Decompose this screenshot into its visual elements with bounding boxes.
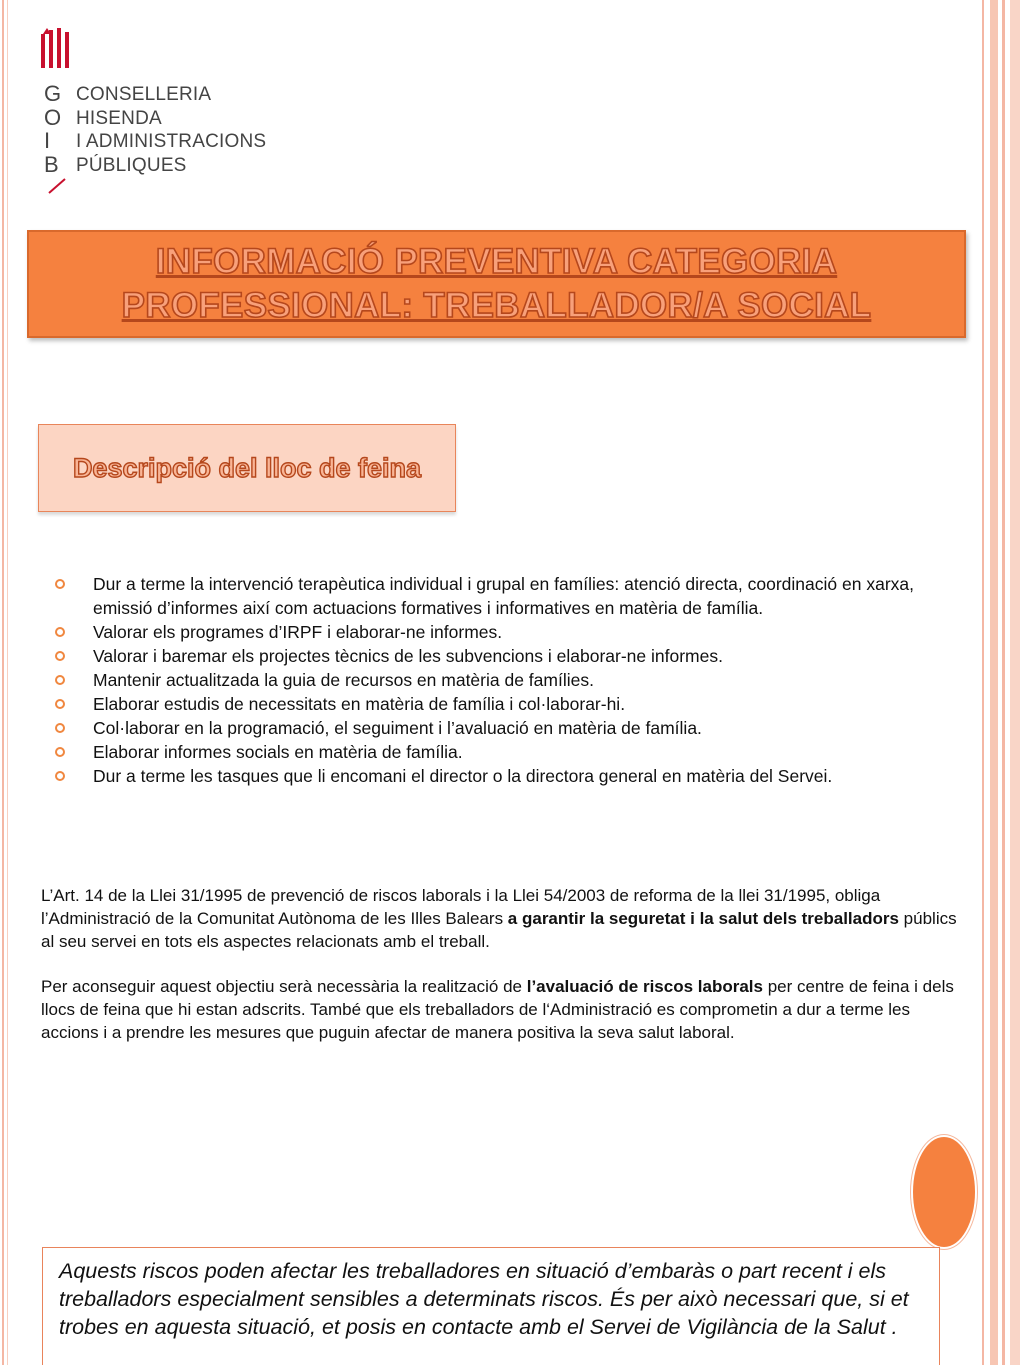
right-frame-decoration <box>978 0 1024 1365</box>
list-item: Valorar els programes d’IRPF i elaborar-ne informes. <box>50 620 930 644</box>
list-item: Elaborar estudis de necessitats en matèria de família i col·laborar-hi. <box>50 692 930 716</box>
list-item: Dur a terme la intervenció terapèutica individual i grupal en famílies: atenció directa, coordinació en xarxa, emissió d’informes així com actuacions formatives i informatives en matèria de família. <box>50 572 930 620</box>
objective-paragraph: Per aconseguir aquest objectiu serà necessària la realització de l’avaluació de riscos laborals per centre de feina i dels llocs de feina que hi estan adscrits. També que els treballadors de l‘Administració es comprometin a dur a terme les accions i a prendre les mesures que puguin afectar de manera positiva la seva salut laboral. <box>41 977 954 1042</box>
section-heading-box <box>38 424 456 512</box>
legal-emphasis: a garantir la seguretat i la salut dels treballadors <box>507 909 899 928</box>
note-box <box>42 1247 940 1365</box>
bullet-circle-icon <box>55 747 65 757</box>
bullet-circle-icon <box>55 627 65 637</box>
logo-letter: O <box>44 104 62 130</box>
logo-letter: I <box>44 128 51 153</box>
list-item: Mantenir actualitzada la guia de recursos en matèria de famílies. <box>50 668 930 692</box>
balearic-flag-icon <box>41 28 69 68</box>
decorative-oval <box>913 1137 975 1247</box>
note-text: Aquests riscos poden afectar les treballadores en situació d’embaràs o part recent i els treballadors especialment sensibles a determinats riscos. És per això necessari que, si et trobes en aquesta situació, et posis en contacte amb el Servei de Vigilància de la Salut . <box>59 1259 909 1339</box>
logo-letter: B <box>44 151 59 177</box>
logo-line: I ADMINISTRACIONS <box>76 131 267 152</box>
list-item: Dur a terme les tasques que li encomani el director o la directora general en matèria del Servei. <box>50 764 930 788</box>
bullet-circle-icon <box>55 699 65 709</box>
page-title <box>122 240 872 328</box>
list-item: Valorar i baremar els projectes tècnics de les subvencions i elaborar-ne informes. <box>50 644 930 668</box>
goib-logo <box>38 24 278 204</box>
left-frame-decoration <box>0 0 10 1365</box>
bullet-circle-icon <box>55 675 65 685</box>
logo-line: CONSELLERIA <box>76 84 212 105</box>
logo-line: PÚBLIQUES <box>76 154 187 176</box>
bullet-circle-icon <box>55 651 65 661</box>
bullet-circle-icon <box>55 771 65 781</box>
logo-department-name <box>76 83 266 177</box>
logo-letter: G <box>44 81 62 106</box>
objective-emphasis: l’avaluació de riscos laborals <box>526 977 763 996</box>
legal-paragraph: L’Art. 14 de la Llei 31/1995 de prevenció de riscos laborals i la Llei 54/2003 de reforma de la llei 31/1995, obliga l’Administració de la Comunitat Autònoma de les Illes Balears a garantir la seguretat i la salut dels treballadors públics al seu servei en tots els aspectes relacionats amb el treball. <box>41 886 957 951</box>
logo-line: HISENDA <box>76 107 162 129</box>
title-line-2: PROFESSIONAL: TREBALLADOR/A SOCIAL <box>121 286 872 325</box>
logo-slash-icon <box>48 178 66 194</box>
section-heading: Descripció del lloc de feina <box>72 453 422 483</box>
bullet-circle-icon <box>55 579 65 589</box>
list-item: Elaborar informes socials en matèria de família. <box>50 740 930 764</box>
list-item: Col·laborar en la programació, el seguiment i l’avaluació en matèria de família. <box>50 716 930 740</box>
bullet-circle-icon <box>55 723 65 733</box>
title-line-1: INFORMACIÓ PREVENTIVA CATEGORIA <box>155 242 838 281</box>
logo-letters <box>44 82 61 176</box>
duties-list <box>50 572 930 788</box>
title-banner <box>27 230 966 338</box>
